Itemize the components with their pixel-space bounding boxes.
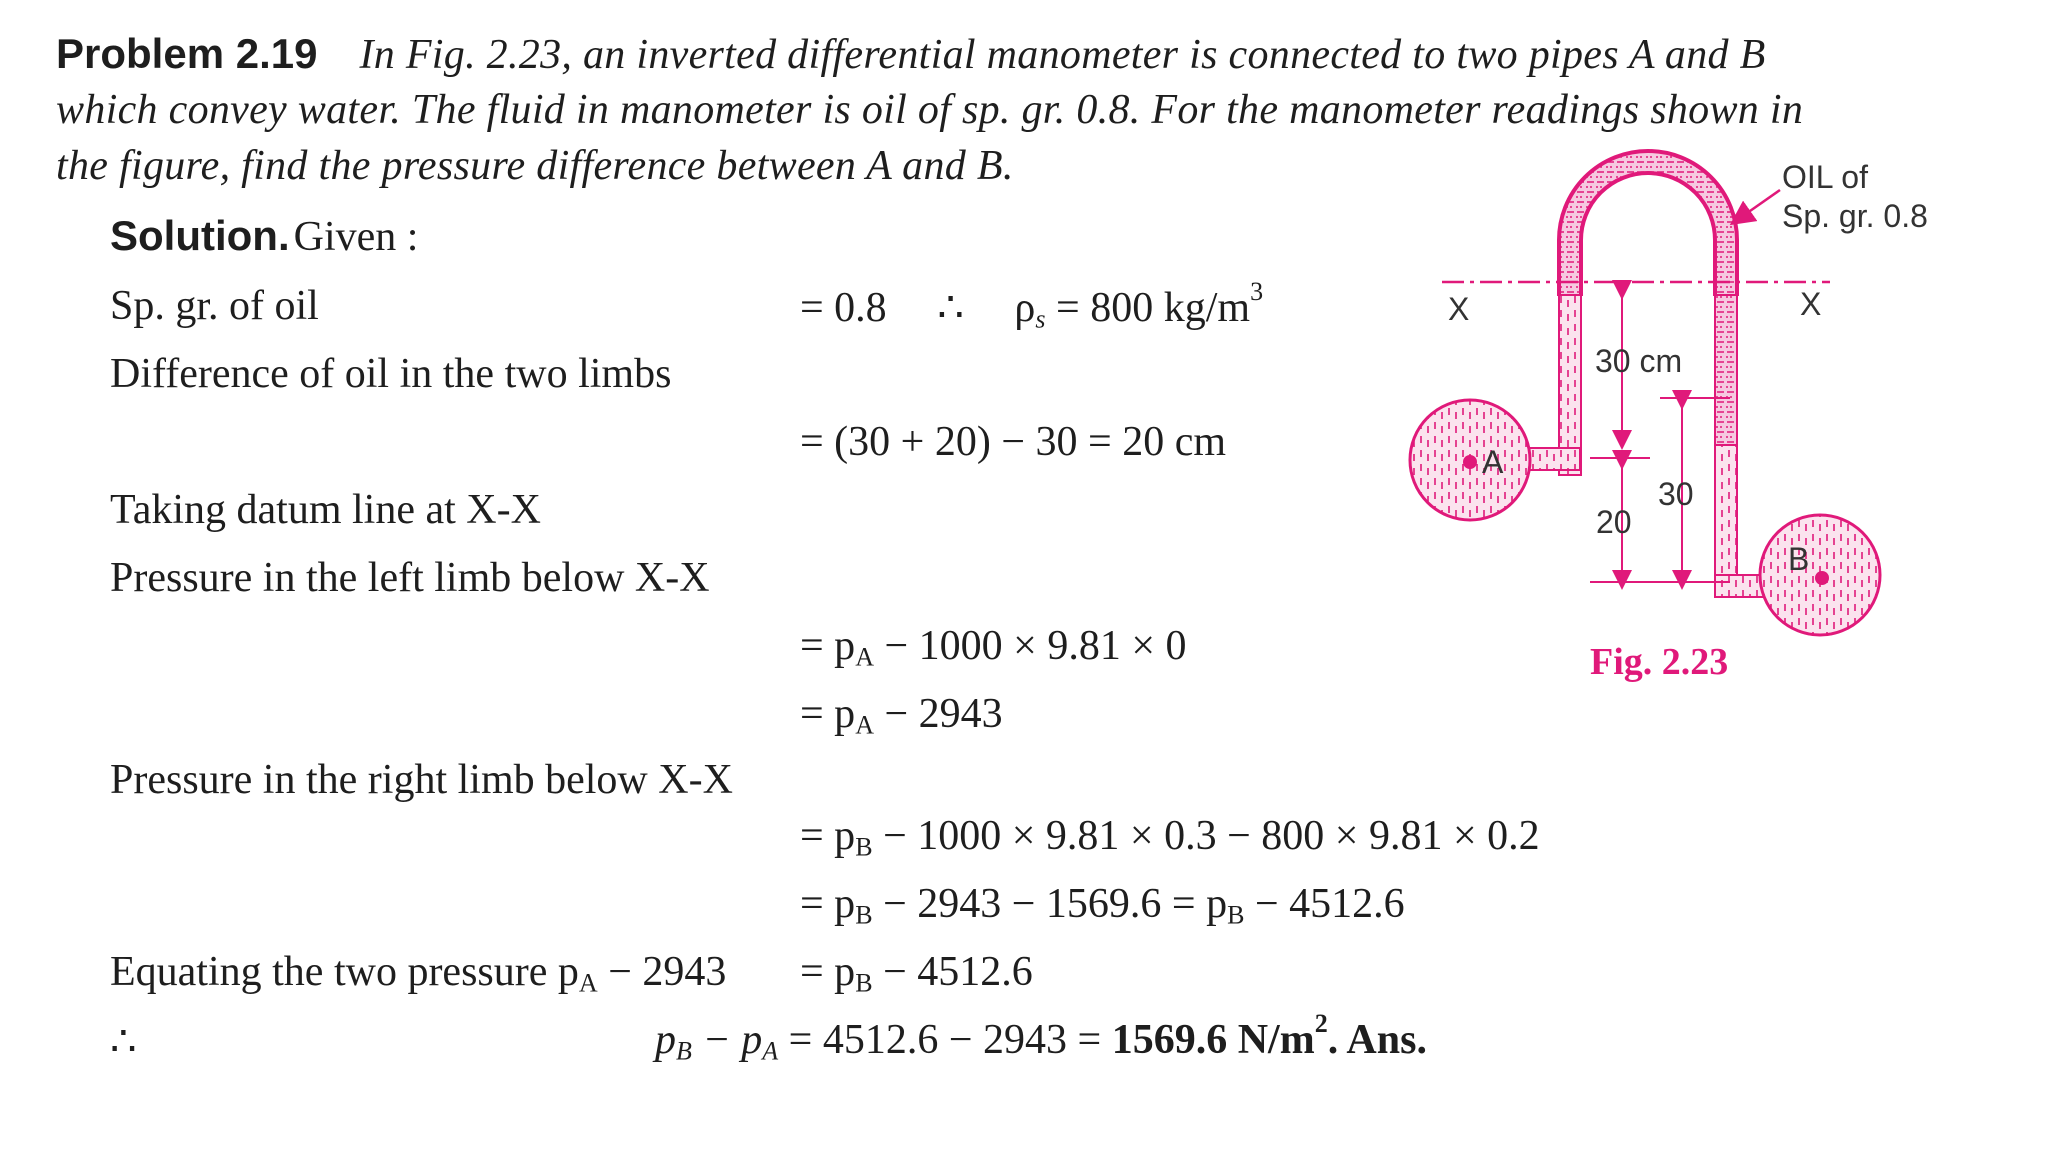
equate-value <box>800 948 1033 999</box>
right-eq-1-prefix: = p <box>800 813 856 859</box>
x-right-label: X <box>1800 286 1822 322</box>
left-eq-1-sub: A <box>855 642 874 672</box>
statement-line-2: which convey water. The fluid in manometer is oil of sp. gr. 0.8. For the manometer readings shown in <box>56 87 1804 133</box>
final-answer-value: 1569.6 N/m <box>1111 1017 1315 1063</box>
rho-exponent: 3 <box>1250 277 1264 307</box>
final-answer-ans: . Ans. <box>1327 1017 1427 1063</box>
sp-gr-label: Sp. gr. of oil <box>110 283 319 329</box>
left-eq-2-rest: − 2943 <box>874 691 1003 737</box>
sp-gr-row <box>800 277 1264 335</box>
right-eq-2-sub2: B <box>1227 900 1245 930</box>
final-answer-line <box>655 1009 1427 1067</box>
oil-label-line2: Sp. gr. 0.8 <box>1782 198 1928 234</box>
equate-label-text: Equating the two pressure p <box>110 949 579 995</box>
figure-caption: Fig. 2.23 <box>1590 641 1729 683</box>
left-limb-label: Pressure in the left limb below X-X <box>110 555 710 601</box>
diff-label: Difference of oil in the two limbs <box>110 351 672 397</box>
final-therefore: ∴ <box>110 1019 137 1065</box>
dim-30-label: 30 <box>1658 476 1694 512</box>
left-eq-2-sub: A <box>855 710 874 740</box>
rho-value: = 800 kg/m <box>1056 285 1251 331</box>
right-limb-water <box>1715 445 1737 595</box>
left-eq-2-prefix: = p <box>800 691 856 737</box>
therefore-symbol: ∴ <box>937 285 964 331</box>
pipe-b-label: B <box>1788 541 1810 577</box>
right-eq-2-mid: − 2943 − 1569.6 = p <box>872 881 1228 927</box>
left-eq-1-prefix: = p <box>800 623 856 669</box>
given-label: Given : <box>293 214 419 260</box>
problem-statement <box>56 30 1766 79</box>
final-answer-exponent: 2 <box>1314 1009 1328 1039</box>
final-equation: = 4512.6 − 2943 = <box>778 1017 1112 1063</box>
right-eq-1 <box>800 812 1540 863</box>
right-eq-2-sub: B <box>855 900 873 930</box>
equate-value-prefix: = p <box>800 949 856 995</box>
problem-number: Problem 2.19 <box>56 30 318 77</box>
right-eq-1-sub: B <box>855 832 873 862</box>
right-limb-oil <box>1715 295 1737 455</box>
oil-pointer <box>1740 190 1780 218</box>
right-eq-2 <box>800 880 1405 931</box>
manometer-figure <box>1390 140 1950 700</box>
right-limb-label: Pressure in the right limb below X-X <box>110 757 733 803</box>
u-tube-oil-fill <box>1570 162 1726 296</box>
final-lhs-sub2: A <box>762 1036 779 1066</box>
statement-line-1: In Fig. 2.23, an inverted differential manometer is connected to two pipes A and B <box>359 32 1766 78</box>
statement-line-3: the figure, find the pressure difference between A and B. <box>56 143 1014 189</box>
equate-label-sub: A <box>578 968 598 998</box>
equate-label <box>110 948 726 999</box>
final-lhs: p <box>655 1017 676 1063</box>
diff-value: = (30 + 20) − 30 = 20 cm <box>800 419 1227 465</box>
final-lhs-sub1: B <box>676 1036 692 1066</box>
datum-label: Taking datum line at X-X <box>110 487 541 533</box>
oil-label-line1: OIL of <box>1782 159 1868 195</box>
rho-subscript: s <box>1035 304 1046 334</box>
pipe-b-dot <box>1815 571 1829 585</box>
solution-heading-row <box>110 212 418 261</box>
sp-gr-value: = 0.8 <box>800 285 887 331</box>
left-eq-1 <box>800 622 1187 673</box>
right-eq-2-prefix: = p <box>800 881 856 927</box>
solution-heading: Solution. <box>110 212 290 259</box>
rho-symbol: ρ <box>1014 285 1036 331</box>
dim-20-label: 20 <box>1596 504 1632 540</box>
pipe-a-dot <box>1463 455 1477 469</box>
x-left-label: X <box>1448 291 1470 327</box>
right-eq-1-rest: − 1000 × 9.81 × 0.3 − 800 × 9.81 × 0.2 <box>872 813 1540 859</box>
pipe-a-label: A <box>1482 444 1504 480</box>
equate-label-rest: − 2943 <box>597 949 727 995</box>
left-eq-1-rest: − 1000 × 9.81 × 0 <box>874 623 1187 669</box>
left-eq-2 <box>800 690 1003 741</box>
equate-value-sub: B <box>855 968 873 998</box>
final-lhs-mid: − p <box>691 1017 763 1063</box>
dim-30cm-label: 30 cm <box>1595 343 1683 379</box>
right-eq-2-rest: − 4512.6 <box>1244 881 1405 927</box>
equate-value-rest: − 4512.6 <box>872 949 1033 995</box>
